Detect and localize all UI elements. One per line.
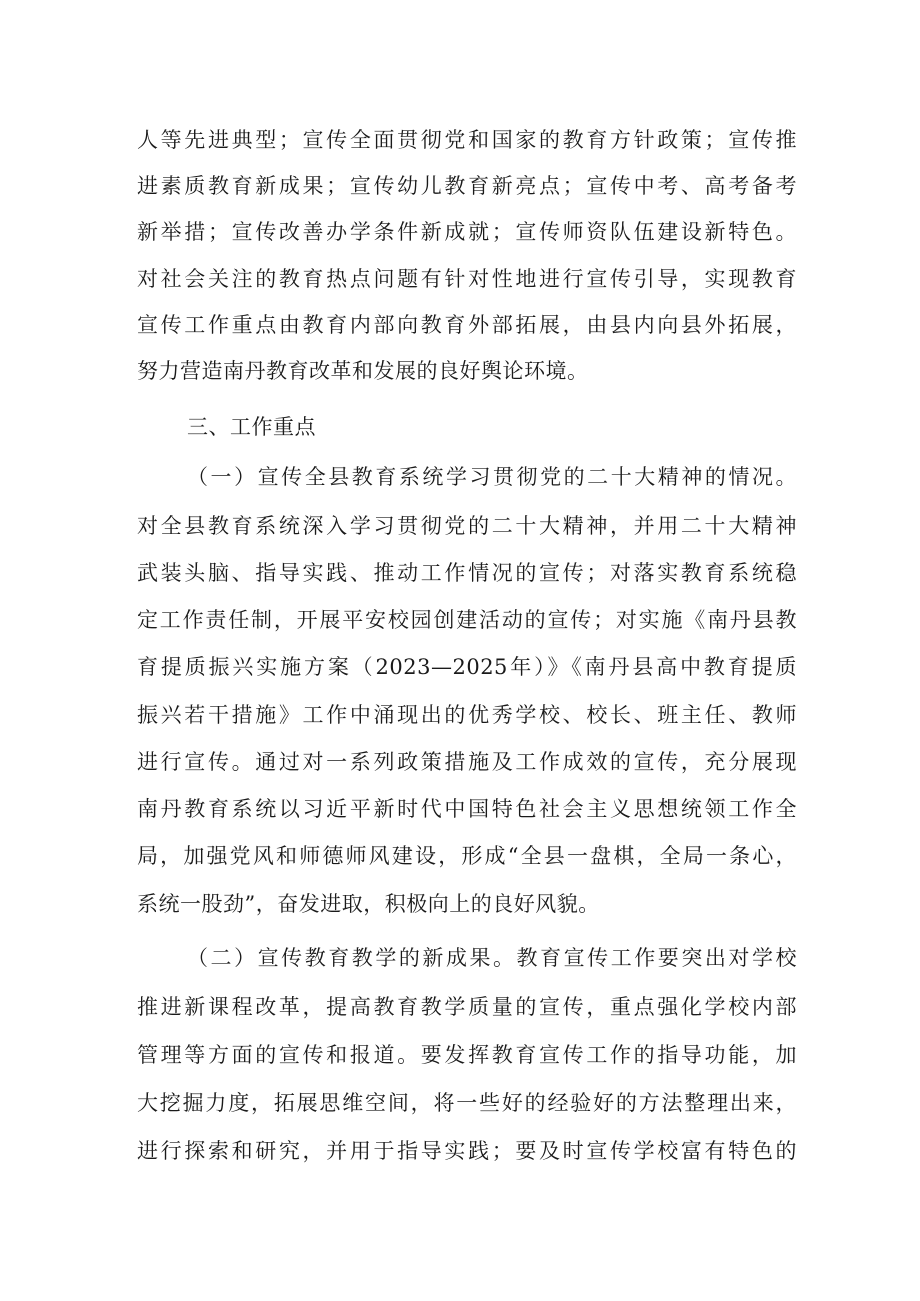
paragraph-line: 定工作责任制，开展平安校园创建活动的宣传；对实施《南丹县教 xyxy=(137,608,797,632)
paragraph-line: 系统一股劲”，奋发进取，积极向上的良好风貌。 xyxy=(137,892,600,916)
subsection-heading-line: （一）宣传全县教育系统学习贯彻党的二十大精神的情况。 xyxy=(187,465,797,489)
paragraph-line: 南丹教育系统以习近平新时代中国特色社会主义思想统领工作全 xyxy=(137,797,797,821)
paragraph-line: 管理等方面的宣传和报道。要发挥教育宣传工作的指导功能，加 xyxy=(137,1043,797,1067)
paragraph-line: 人等先进典型；宣传全面贯彻党和国家的教育方针政策；宣传推 xyxy=(137,128,797,152)
paragraph-line: 进素质教育新成果；宣传幼儿教育新亮点；宣传中考、高考备考 xyxy=(137,174,797,198)
paragraph-line: 武装头脑、指导实践、推动工作情况的宣传；对落实教育系统稳 xyxy=(137,561,797,585)
paragraph-line: 宣传工作重点由教育内部向教育外部拓展，由县内向县外拓展， xyxy=(137,313,797,337)
paragraph-line: 进行宣传。通过对一系列政策措施及工作成效的宣传，充分展现 xyxy=(137,750,797,774)
section-heading: 三、工作重点 xyxy=(187,415,316,439)
paragraph-line: 对全县教育系统深入学习贯彻党的二十大精神，并用二十大精神 xyxy=(137,514,797,538)
paragraph-line: 努力营造南丹教育改革和发展的良好舆论环境。 xyxy=(137,359,589,383)
paragraph-line: 大挖掘力度，拓展思维空间，将一些好的经验好的方法整理出来， xyxy=(137,1091,797,1115)
paragraph-line: 育提质振兴实施方案（2023—2025年）》《南丹县高中教育提质 xyxy=(137,655,797,679)
paragraph-line: 振兴若干措施》工作中涌现出的优秀学校、校长、班主任、教师 xyxy=(137,703,797,727)
paragraph-line: 对社会关注的教育热点问题有针对性地进行宣传引导，实现教育 xyxy=(137,267,797,291)
paragraph-line: 新举措；宣传改善办学条件新成就；宣传师资队伍建设新特色。 xyxy=(137,220,797,244)
subsection-heading-line: （二）宣传教育教学的新成果。教育宣传工作要突出对学校 xyxy=(187,946,797,970)
paragraph-line: 局，加强党风和师德师风建设，形成“全县一盘棋，全局一条心， xyxy=(137,844,797,868)
paragraph-line: 推进新课程改革，提高教育教学质量的宣传，重点强化学校内部 xyxy=(137,995,797,1019)
paragraph-line: 进行探索和研究，并用于指导实践；要及时宣传学校富有特色的 xyxy=(137,1139,797,1163)
